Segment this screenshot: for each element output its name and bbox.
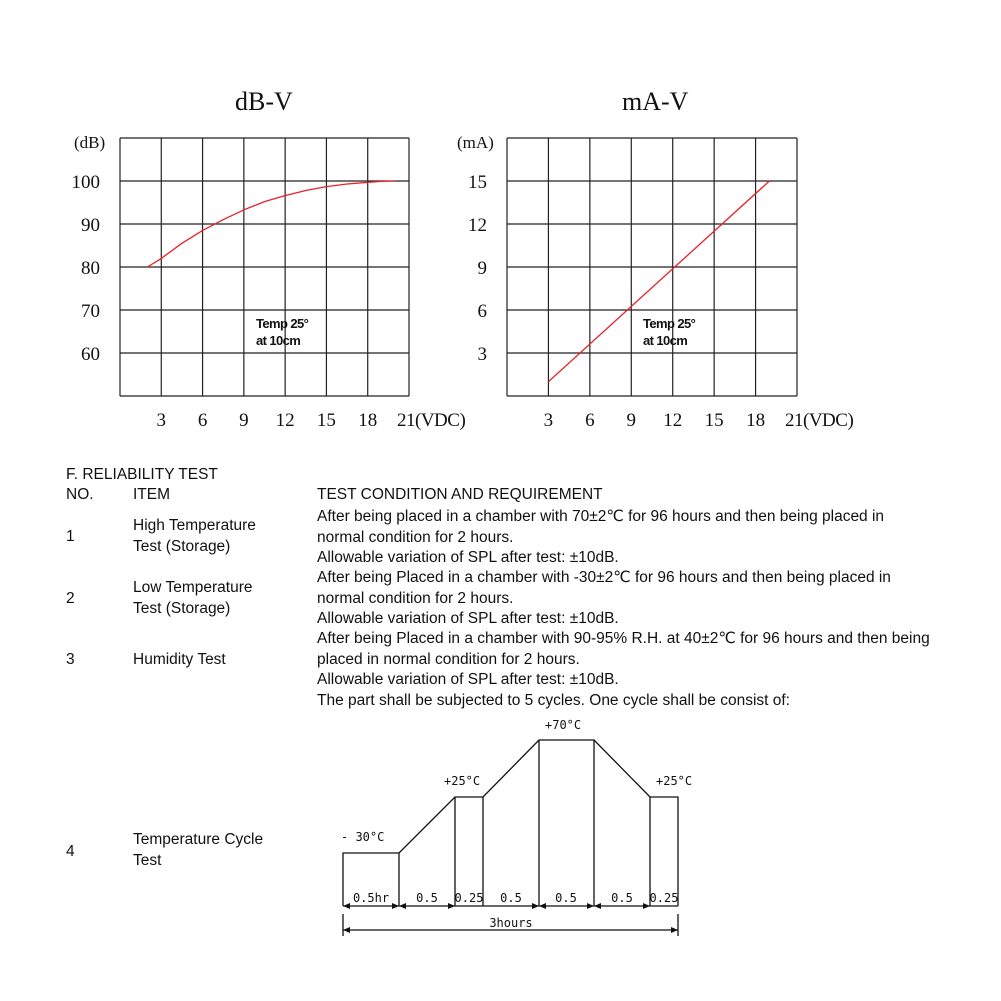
duration-label: 0.25 <box>454 891 484 905</box>
annotation-distance: at 10cm <box>643 333 688 348</box>
y-tick-label: 9 <box>477 258 487 279</box>
x-tick-label: 18 <box>746 410 766 431</box>
annotation-temp: Temp 25° <box>643 316 696 331</box>
temp-label: +70°C <box>545 718 582 732</box>
chart-title-ma-v: mA-V <box>622 87 689 116</box>
row-2-condition-line: Allowable variation of SPL after test: ±10dB. <box>317 610 619 627</box>
column-header-item: ITEM <box>133 486 171 503</box>
row-3-item-line: Humidity Test <box>133 651 226 668</box>
row-1-condition-line: normal condition for 2 hours. <box>317 528 514 546</box>
temp-label: +25°C <box>444 774 481 788</box>
arrow-head <box>587 903 594 909</box>
arrow-head <box>594 903 601 909</box>
row-1-item-line: Test (Storage) <box>133 537 231 555</box>
row-1-condition-line: Allowable variation of SPL after test: ±10dB. <box>317 549 619 566</box>
duration-label: 0.5 <box>555 891 577 905</box>
x-tick-label: 18 <box>358 410 378 431</box>
arrow-head <box>532 903 539 909</box>
row-1-item-line: High Temperature <box>133 517 256 534</box>
row-4-item-line: Temperature Cycle <box>133 831 264 848</box>
row-3-condition-line: placed in normal condition for 2 hours. <box>317 650 580 668</box>
y-tick-label: 100 <box>71 172 100 193</box>
x-tick-label: 3 <box>156 410 167 431</box>
arrow-head <box>343 927 350 933</box>
column-header-no: NO. <box>66 486 94 503</box>
x-axis-label: 21(VDC) <box>785 410 854 431</box>
x-tick-label: 12 <box>663 410 683 431</box>
temp-label: - 30°C <box>341 830 385 844</box>
row-4-condition: The part shall be subjected to 5 cycles. One cycle shall be consist of: <box>317 692 790 709</box>
arrow-head <box>399 903 406 909</box>
temp-label: +25°C <box>656 774 693 788</box>
y-tick-label: 90 <box>81 215 100 236</box>
row-1-number: 1 <box>66 528 75 545</box>
x-tick-label: 6 <box>197 410 208 431</box>
y-tick-label: 70 <box>81 301 100 322</box>
annotation-temp: Temp 25° <box>256 316 309 331</box>
row-4-item-line: Test <box>133 851 162 869</box>
annotation-distance: at 10cm <box>256 333 301 348</box>
total-duration-label: 3hours <box>489 916 533 930</box>
row-2-condition-line: After being Placed in a chamber with -30±2℃ for 96 hours and then being placed in <box>317 569 891 586</box>
row-2-item-line: Test (Storage) <box>133 599 231 617</box>
duration-label: 0.5 <box>500 891 522 905</box>
arrow-head <box>343 903 350 909</box>
duration-label: 0.5hr <box>352 891 390 905</box>
y-axis-label: (mA) <box>457 133 494 152</box>
y-axis-label: (dB) <box>74 133 106 152</box>
x-tick-label: 15 <box>316 410 336 431</box>
duration-label: 0.5 <box>611 891 633 905</box>
row-2-item-line: Low Temperature <box>133 579 253 596</box>
y-tick-label: 6 <box>477 301 487 322</box>
row-3-condition-line: Allowable variation of SPL after test: ±10dB. <box>317 671 619 688</box>
x-tick-label: 9 <box>239 410 249 431</box>
arrow-head <box>392 903 399 909</box>
arrow-head <box>671 927 678 933</box>
cycle-profile-line <box>343 740 678 906</box>
y-tick-label: 15 <box>468 172 487 193</box>
row-4-number: 4 <box>66 843 75 860</box>
arrow-head <box>539 903 546 909</box>
y-tick-label: 80 <box>81 258 100 279</box>
row-3-condition-line: After being Placed in a chamber with 90-95% R.H. at 40±2℃ for 96 hours and then being <box>317 630 930 647</box>
x-tick-label: 15 <box>704 410 724 431</box>
chart-title-db-v: dB-V <box>235 87 293 116</box>
x-tick-label: 6 <box>585 410 595 431</box>
column-header-condition: TEST CONDITION AND REQUIREMENT <box>317 486 603 503</box>
row-2-condition-line: normal condition for 2 hours. <box>317 589 514 607</box>
x-tick-label: 9 <box>626 410 637 431</box>
row-2-number: 2 <box>66 590 75 607</box>
row-1-condition-line: After being placed in a chamber with 70±2℃ for 96 hours and then being placed in <box>317 508 885 525</box>
x-tick-label: 3 <box>543 410 554 431</box>
duration-label: 0.25 <box>649 891 679 905</box>
section-heading: F. RELIABILITY TEST <box>66 466 218 483</box>
row-3-number: 3 <box>66 651 75 668</box>
duration-label: 0.5 <box>416 891 438 905</box>
y-tick-label: 3 <box>477 344 487 365</box>
y-tick-label: 12 <box>468 215 487 236</box>
x-axis-label: 21(VDC) <box>397 410 466 431</box>
x-tick-label: 12 <box>275 410 295 431</box>
y-tick-label: 60 <box>81 344 100 365</box>
